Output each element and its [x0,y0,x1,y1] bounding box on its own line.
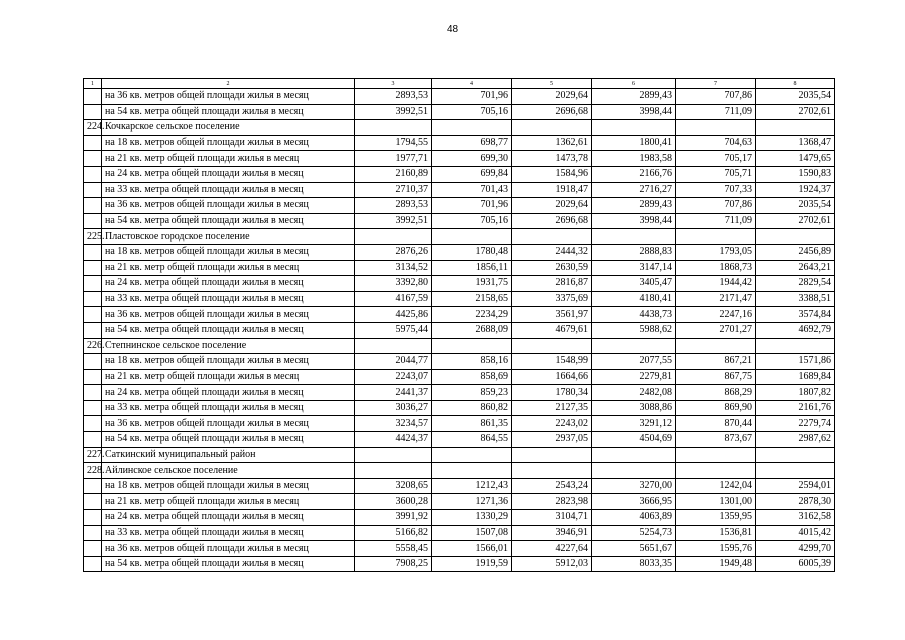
empty-index-cell [84,182,102,198]
empty-index-cell [84,369,102,385]
value-cell: 1919,59 [432,556,512,572]
empty-index-cell [84,213,102,229]
value-cell: 3104,71 [512,510,592,526]
value-cell: 3561,97 [512,307,592,323]
table-row [84,541,835,557]
empty-cell [432,447,512,463]
table-row [84,291,835,307]
empty-cell [512,447,592,463]
table-row [84,494,835,510]
value-cell: 1242,04 [676,478,756,494]
empty-index-cell [84,400,102,416]
value-cell: 4504,69 [592,432,676,448]
empty-cell [676,463,756,479]
value-cell: 2688,09 [432,322,512,338]
value-cell: 2893,53 [355,89,432,105]
value-cell: 1571,86 [756,354,835,370]
empty-index-cell [84,432,102,448]
table-row [84,244,835,260]
table-row [84,166,835,182]
value-cell: 2035,54 [756,89,835,105]
value-cell: 2888,83 [592,244,676,260]
value-cell: 2643,21 [756,260,835,276]
row-label: на 54 кв. метра общей площади жилья в месяц [102,322,355,338]
value-cell: 3998,44 [592,213,676,229]
row-label: на 36 кв. метров общей площади жилья в месяц [102,541,355,557]
table-row [84,135,835,151]
empty-cell [512,463,592,479]
value-cell: 2702,61 [756,213,835,229]
value-cell: 4424,37 [355,432,432,448]
value-cell: 705,71 [676,166,756,182]
value-cell: 3147,14 [592,260,676,276]
value-cell: 2710,37 [355,182,432,198]
value-cell: 4227,64 [512,541,592,557]
section-title: Саткинский муниципальный район [102,447,355,463]
row-label: на 33 кв. метра общей площади жилья в месяц [102,400,355,416]
value-cell: 1566,01 [432,541,512,557]
value-cell: 5166,82 [355,525,432,541]
empty-index-cell [84,556,102,572]
empty-index-cell [84,416,102,432]
table-row [84,182,835,198]
value-cell: 701,43 [432,182,512,198]
empty-cell [512,338,592,354]
value-cell: 873,67 [676,432,756,448]
row-label: на 33 кв. метра общей площади жилья в месяц [102,291,355,307]
value-cell: 2899,43 [592,198,676,214]
value-cell: 3991,92 [355,510,432,526]
section-index: 225. [84,229,102,245]
value-cell: 1479,65 [756,151,835,167]
table-row [84,151,835,167]
empty-index-cell [84,276,102,292]
value-cell: 1330,29 [432,510,512,526]
value-cell: 711,09 [676,213,756,229]
value-cell: 2161,76 [756,400,835,416]
empty-cell [592,447,676,463]
value-cell: 859,23 [432,385,512,401]
value-cell: 3998,44 [592,104,676,120]
empty-cell [592,463,676,479]
value-cell: 870,44 [676,416,756,432]
section-index: 228. [84,463,102,479]
empty-index-cell [84,307,102,323]
value-cell: 2696,68 [512,104,592,120]
value-cell: 3992,51 [355,213,432,229]
value-cell: 1689,84 [756,369,835,385]
value-cell: 2482,08 [592,385,676,401]
table-row [84,556,835,572]
value-cell: 1271,36 [432,494,512,510]
value-cell: 2044,77 [355,354,432,370]
row-label: на 54 кв. метра общей площади жилья в месяц [102,104,355,120]
empty-cell [355,463,432,479]
value-cell: 1368,47 [756,135,835,151]
value-cell: 1868,73 [676,260,756,276]
table-row [84,354,835,370]
value-cell: 868,29 [676,385,756,401]
value-cell: 3162,58 [756,510,835,526]
empty-index-cell [84,525,102,541]
value-cell: 2029,64 [512,198,592,214]
empty-index-cell [84,541,102,557]
empty-cell [432,120,512,136]
value-cell: 1924,37 [756,182,835,198]
value-cell: 1507,08 [432,525,512,541]
row-label: на 18 кв. метров общей площади жилья в месяц [102,354,355,370]
value-cell: 3392,80 [355,276,432,292]
value-cell: 711,09 [676,104,756,120]
value-cell: 1548,99 [512,354,592,370]
value-cell: 4015,42 [756,525,835,541]
value-cell: 1931,75 [432,276,512,292]
section-index: 226. [84,338,102,354]
empty-index-cell [84,166,102,182]
value-cell: 2702,61 [756,104,835,120]
value-cell: 1794,55 [355,135,432,151]
value-cell: 4438,73 [592,307,676,323]
value-cell: 860,82 [432,400,512,416]
value-cell: 705,16 [432,104,512,120]
value-cell: 867,21 [676,354,756,370]
value-cell: 5651,67 [592,541,676,557]
value-cell: 1983,58 [592,151,676,167]
row-label: на 21 кв. метр общей площади жилья в месяц [102,260,355,276]
value-cell: 1359,95 [676,510,756,526]
value-cell: 3405,47 [592,276,676,292]
value-cell: 3208,65 [355,478,432,494]
table-row [84,478,835,494]
value-cell: 2160,89 [355,166,432,182]
column-number-row [84,79,835,89]
value-cell: 701,96 [432,89,512,105]
empty-index-cell [84,322,102,338]
value-cell: 4299,70 [756,541,835,557]
row-label: на 18 кв. метров общей площади жилья в месяц [102,478,355,494]
row-label: на 36 кв. метров общей площади жилья в месяц [102,416,355,432]
tariff-table [83,78,835,572]
value-cell: 3992,51 [355,104,432,120]
row-label: на 21 кв. метр общей площади жилья в месяц [102,151,355,167]
value-cell: 2543,24 [512,478,592,494]
value-cell: 2823,98 [512,494,592,510]
empty-index-cell [84,494,102,510]
empty-index-cell [84,198,102,214]
section-row [84,447,835,463]
section-index: 227. [84,447,102,463]
empty-cell [355,120,432,136]
empty-cell [355,447,432,463]
empty-cell [756,229,835,245]
empty-cell [756,120,835,136]
column-number: 4 [432,79,512,89]
value-cell: 2279,74 [756,416,835,432]
value-cell: 861,35 [432,416,512,432]
value-cell: 2166,76 [592,166,676,182]
value-cell: 707,86 [676,89,756,105]
empty-index-cell [84,89,102,105]
table-row [84,89,835,105]
empty-cell [432,338,512,354]
value-cell: 5558,45 [355,541,432,557]
value-cell: 2816,87 [512,276,592,292]
value-cell: 4692,79 [756,322,835,338]
value-cell: 867,75 [676,369,756,385]
section-row [84,463,835,479]
value-cell: 3946,91 [512,525,592,541]
column-number: 8 [756,79,835,89]
value-cell: 1780,34 [512,385,592,401]
row-label: на 24 кв. метра общей площади жилья в месяц [102,166,355,182]
empty-index-cell [84,104,102,120]
value-cell: 2127,35 [512,400,592,416]
column-number: 7 [676,79,756,89]
section-title: Кочкарское сельское поселение [102,120,355,136]
value-cell: 1780,48 [432,244,512,260]
table-body [84,79,835,572]
value-cell: 3600,28 [355,494,432,510]
value-cell: 707,86 [676,198,756,214]
table-row [84,385,835,401]
row-label: на 54 кв. метра общей площади жилья в месяц [102,556,355,572]
section-row [84,120,835,136]
value-cell: 1856,11 [432,260,512,276]
empty-cell [756,338,835,354]
row-label: на 33 кв. метра общей площади жилья в месяц [102,525,355,541]
value-cell: 3375,69 [512,291,592,307]
row-label: на 18 кв. метров общей площади жилья в месяц [102,244,355,260]
value-cell: 2279,81 [592,369,676,385]
value-cell: 1664,66 [512,369,592,385]
empty-index-cell [84,260,102,276]
empty-cell [355,229,432,245]
row-label: на 24 кв. метра общей площади жилья в месяц [102,510,355,526]
value-cell: 2696,68 [512,213,592,229]
value-cell: 2594,01 [756,478,835,494]
empty-cell [432,229,512,245]
empty-index-cell [84,151,102,167]
value-cell: 2878,30 [756,494,835,510]
value-cell: 705,17 [676,151,756,167]
empty-index-cell [84,291,102,307]
value-cell: 2456,89 [756,244,835,260]
table-row [84,322,835,338]
value-cell: 2899,43 [592,89,676,105]
empty-cell [676,447,756,463]
value-cell: 707,33 [676,182,756,198]
section-title: Айлинское сельское поселение [102,463,355,479]
value-cell: 2444,32 [512,244,592,260]
table-row [84,525,835,541]
empty-cell [512,120,592,136]
value-cell: 1800,41 [592,135,676,151]
empty-cell [676,229,756,245]
empty-cell [592,338,676,354]
table-row [84,104,835,120]
value-cell: 3574,84 [756,307,835,323]
value-cell: 2243,07 [355,369,432,385]
value-cell: 869,90 [676,400,756,416]
value-cell: 1584,96 [512,166,592,182]
section-index: 224. [84,120,102,136]
value-cell: 2987,62 [756,432,835,448]
table-row [84,213,835,229]
table-row [84,432,835,448]
value-cell: 4063,89 [592,510,676,526]
empty-cell [676,120,756,136]
table-row [84,260,835,276]
empty-cell [355,338,432,354]
empty-cell [756,463,835,479]
column-number: 2 [102,79,355,89]
value-cell: 1807,82 [756,385,835,401]
empty-cell [592,229,676,245]
row-label: на 36 кв. метров общей площади жилья в месяц [102,307,355,323]
row-label: на 36 кв. метров общей площади жилья в месяц [102,89,355,105]
row-label: на 24 кв. метра общей площади жилья в месяц [102,276,355,292]
value-cell: 2171,47 [676,291,756,307]
value-cell: 2158,65 [432,291,512,307]
section-title: Пластовское городское поселение [102,229,355,245]
empty-index-cell [84,510,102,526]
section-row [84,338,835,354]
table-row [84,416,835,432]
value-cell: 2701,27 [676,322,756,338]
value-cell: 3036,27 [355,400,432,416]
table-row [84,400,835,416]
value-cell: 3666,95 [592,494,676,510]
column-number: 5 [512,79,592,89]
empty-cell [432,463,512,479]
value-cell: 2247,16 [676,307,756,323]
value-cell: 1212,43 [432,478,512,494]
value-cell: 2234,29 [432,307,512,323]
empty-index-cell [84,135,102,151]
empty-cell [676,338,756,354]
column-number: 6 [592,79,676,89]
column-number: 3 [355,79,432,89]
value-cell: 3291,12 [592,416,676,432]
table-row [84,510,835,526]
column-number: 1 [84,79,102,89]
empty-index-cell [84,354,102,370]
row-label: на 33 кв. метра общей площади жилья в месяц [102,182,355,198]
value-cell: 864,55 [432,432,512,448]
value-cell: 3388,51 [756,291,835,307]
value-cell: 2441,37 [355,385,432,401]
value-cell: 4679,61 [512,322,592,338]
row-label: на 54 кв. метра общей площади жилья в месяц [102,432,355,448]
value-cell: 698,77 [432,135,512,151]
value-cell: 4425,86 [355,307,432,323]
value-cell: 1595,76 [676,541,756,557]
row-label: на 18 кв. метров общей площади жилья в месяц [102,135,355,151]
value-cell: 1473,78 [512,151,592,167]
value-cell: 705,16 [432,213,512,229]
table-row [84,276,835,292]
section-row [84,229,835,245]
table-row [84,198,835,214]
value-cell: 2893,53 [355,198,432,214]
row-label: на 54 кв. метра общей площади жилья в месяц [102,213,355,229]
row-label: на 36 кв. метров общей площади жилья в месяц [102,198,355,214]
value-cell: 1977,71 [355,151,432,167]
value-cell: 2937,05 [512,432,592,448]
value-cell: 2829,54 [756,276,835,292]
value-cell: 5975,44 [355,322,432,338]
value-cell: 8033,35 [592,556,676,572]
value-cell: 1536,81 [676,525,756,541]
value-cell: 2876,26 [355,244,432,260]
value-cell: 6005,39 [756,556,835,572]
value-cell: 1918,47 [512,182,592,198]
value-cell: 4167,59 [355,291,432,307]
value-cell: 3234,57 [355,416,432,432]
value-cell: 5912,03 [512,556,592,572]
empty-cell [592,120,676,136]
value-cell: 1301,00 [676,494,756,510]
empty-cell [512,229,592,245]
value-cell: 4180,41 [592,291,676,307]
page-number: 48 [446,24,459,35]
value-cell: 1944,42 [676,276,756,292]
row-label: на 21 кв. метр общей площади жилья в месяц [102,494,355,510]
value-cell: 5988,62 [592,322,676,338]
empty-index-cell [84,478,102,494]
section-title: Степнинское сельское поселение [102,338,355,354]
empty-cell [756,447,835,463]
row-label: на 24 кв. метра общей площади жилья в месяц [102,385,355,401]
value-cell: 2243,02 [512,416,592,432]
value-cell: 7908,25 [355,556,432,572]
empty-index-cell [84,244,102,260]
value-cell: 3270,00 [592,478,676,494]
value-cell: 1590,83 [756,166,835,182]
table-row [84,369,835,385]
row-label: на 21 кв. метр общей площади жилья в месяц [102,369,355,385]
value-cell: 2716,27 [592,182,676,198]
empty-index-cell [84,385,102,401]
value-cell: 5254,73 [592,525,676,541]
value-cell: 858,16 [432,354,512,370]
value-cell: 1362,61 [512,135,592,151]
value-cell: 3088,86 [592,400,676,416]
value-cell: 699,84 [432,166,512,182]
value-cell: 699,30 [432,151,512,167]
value-cell: 2035,54 [756,198,835,214]
table-row [84,307,835,323]
value-cell: 2077,55 [592,354,676,370]
value-cell: 1793,05 [676,244,756,260]
value-cell: 858,69 [432,369,512,385]
value-cell: 704,63 [676,135,756,151]
value-cell: 3134,52 [355,260,432,276]
value-cell: 2630,59 [512,260,592,276]
value-cell: 1949,48 [676,556,756,572]
value-cell: 701,96 [432,198,512,214]
value-cell: 2029,64 [512,89,592,105]
